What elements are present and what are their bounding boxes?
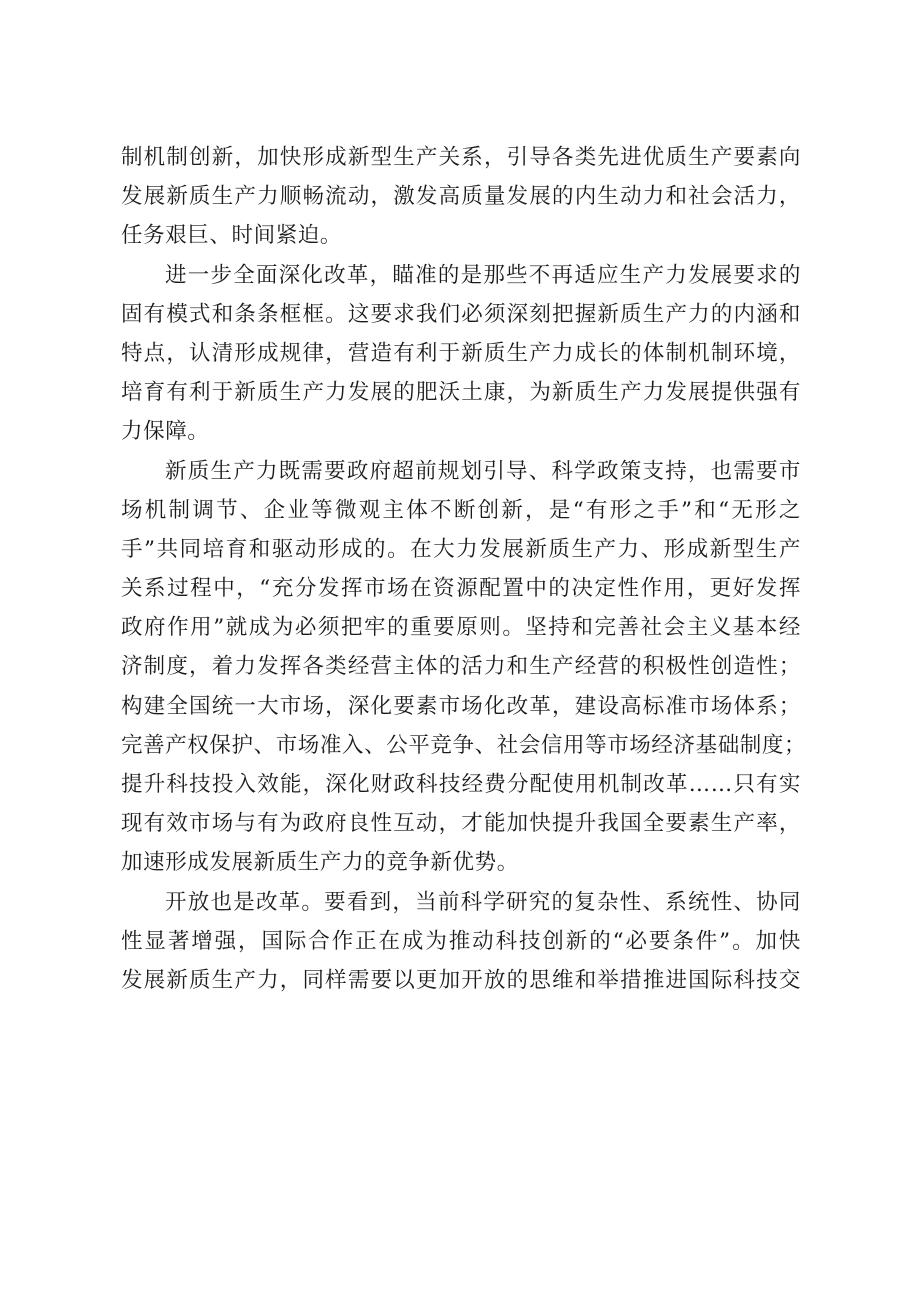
text-line: 发展新质生产力顺畅流动，激发高质量发展的内生动力和社会活力， — [121, 184, 801, 210]
text-line: 性显著增强，国际合作正在成为推动科技创新的“必要条件”。加快 — [121, 928, 801, 954]
text-line: 特点，认清形成规律，营造有利于新质生产力成长的体制机制环境， — [121, 340, 801, 366]
text-line: 培育有利于新质生产力发展的肥沃土康，为新质生产力发展提供强有 — [121, 380, 801, 406]
document-body — [121, 138, 807, 1000]
text-line: 开放也是改革。要看到，当前科学研究的复杂性、系统性、协同 — [165, 889, 801, 915]
text-line: 完善产权保护、市场准入、公平竞争、社会信用等市场经济基础制度； — [121, 732, 807, 758]
text-line: 构建全国统一大市场，深化要素市场化改革，建设高标准市场体系； — [121, 693, 801, 719]
text-line: 制机制创新，加快形成新型生产关系，引导各类先进优质生产要素向 — [121, 145, 801, 170]
text-line: 手”共同培育和驱动形成的。在大力发展新质生产力、形成新型生产 — [121, 536, 801, 562]
text-line: 现有效市场与有为政府良性互动，才能加快提升我国全要素生产率， — [121, 811, 801, 837]
text-line: 政府作用”就成为必须把牢的重要原则。坚持和完善社会主义基本经 — [121, 615, 801, 641]
text-line: 任务艰巨、时间紧迫。 — [121, 223, 343, 249]
text-line: 加速形成发展新质生产力的竞争新优势。 — [121, 850, 519, 876]
text-line: 场机制调节、企业等微观主体不断创新，是“有形之手”和“无形之 — [121, 497, 801, 523]
text-line: 提升科技投入效能，深化财政科技经费分配使用机制改革……只有实 — [121, 772, 801, 797]
text-line: 关系过程中，“充分发挥市场在资源配置中的决定性作用，更好发挥 — [121, 576, 801, 602]
paragraph-3 — [121, 452, 807, 883]
text-line: 力保障。 — [121, 419, 210, 445]
text-line: 新质生产力既需要政府超前规划引导、科学政策支持，也需要市 — [165, 458, 801, 484]
paragraph-4 — [121, 883, 801, 1001]
text-line: 固有模式和条条框框。这要求我们必须深刻把握新质生产力的内涵和 — [121, 301, 801, 327]
paragraph-2 — [121, 256, 801, 452]
text-line: 济制度，着力发挥各类经营主体的活力和生产经营的积极性创造性； — [121, 654, 801, 680]
paragraph-1 — [121, 138, 801, 256]
text-line: 发展新质生产力，同样需要以更加开放的思维和举措推进国际科技交 — [121, 967, 801, 993]
text-line: 进一步全面深化改革，瞄准的是那些不再适应生产力发展要求的 — [165, 262, 801, 288]
